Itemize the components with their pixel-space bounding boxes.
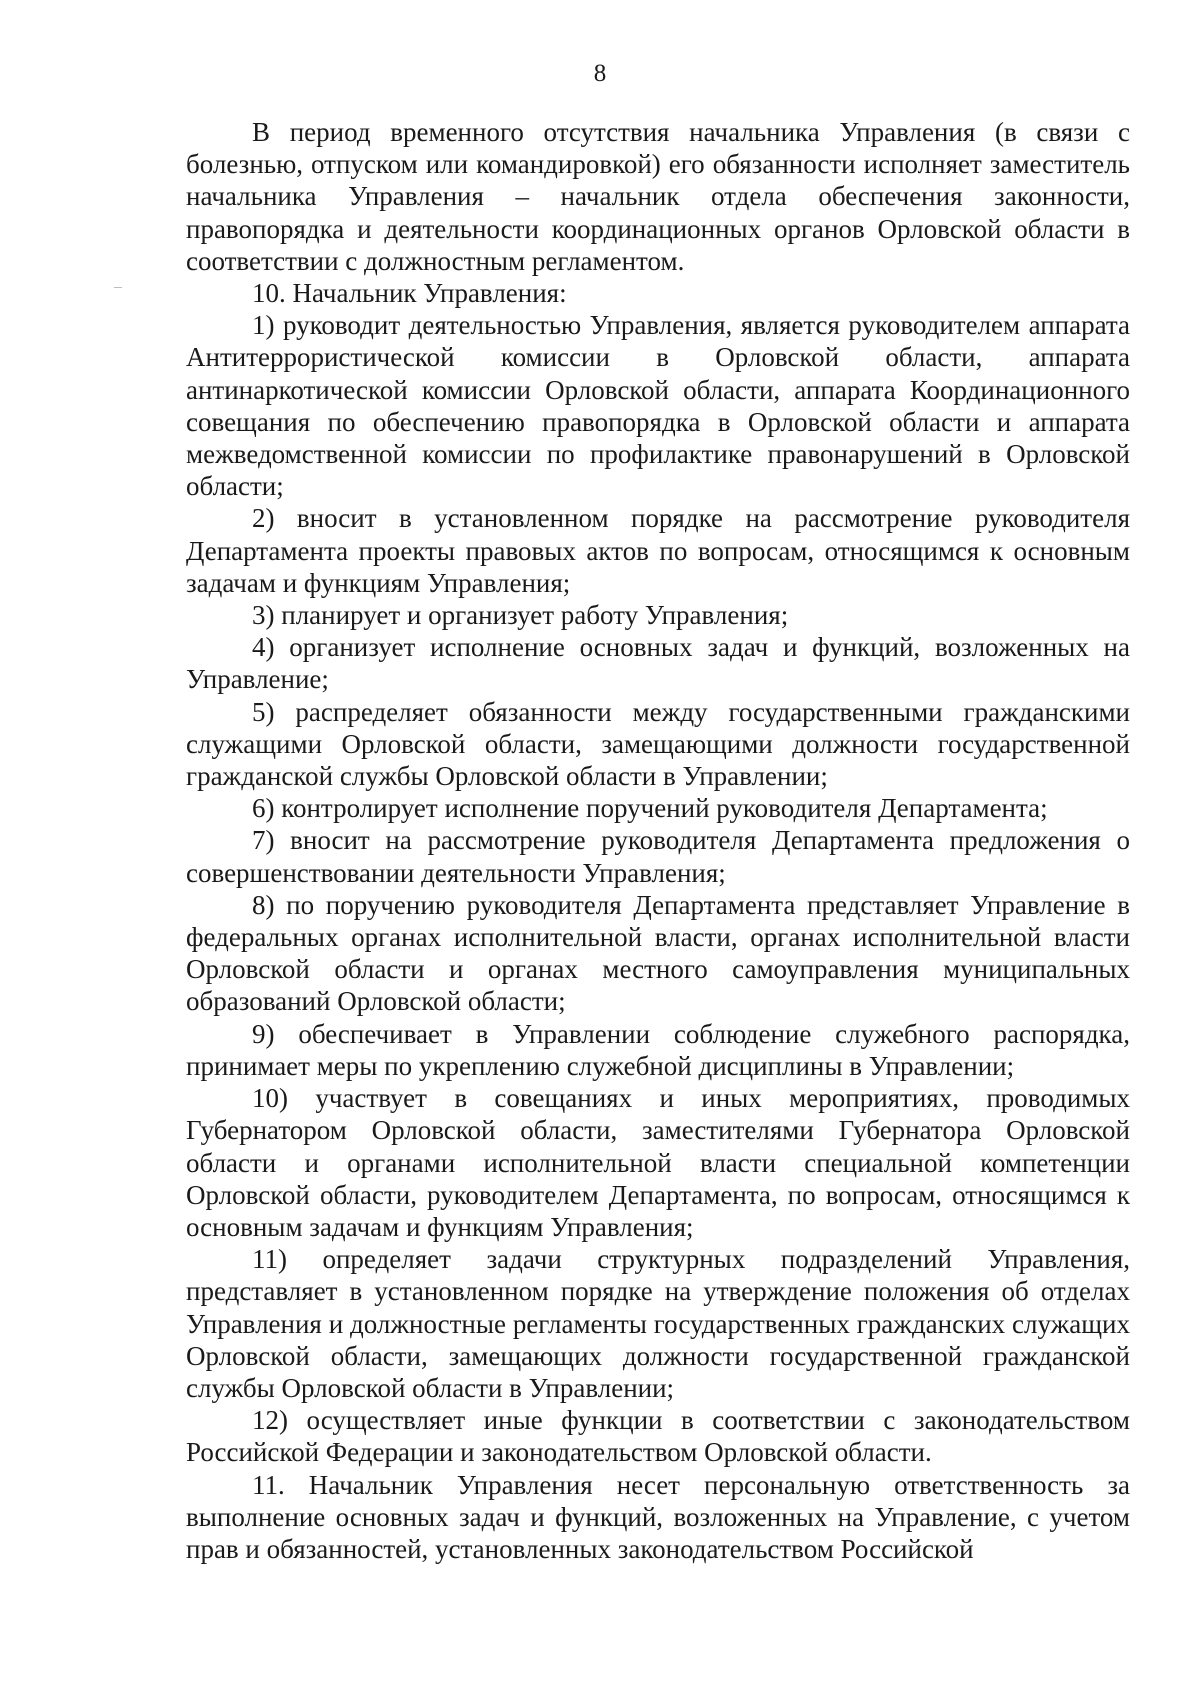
paragraph-deputy-duties: В период временного отсутствия начальника Управления (в связи с болезнью, отпуском или командировкой) его обязанности исполняет заместитель начальника Управления – начальник отдела обеспечения законности, правопорядка и деятельности координационных органов Орловской области в соответствии с должностным регламентом. [186, 117, 1130, 276]
paragraph-item-8: 8) по поручению руководителя Департамента представляет Управление в федеральных органах исполнительной власти, органах исполнительной власти Орловской области и органах местного самоуправления муниципальных образований Орловской области; [186, 889, 1130, 1017]
paragraph-item-9: 9) обеспечивает в Управлении соблюдение служебного распорядка, принимает меры по укреплению служебной дисциплины в Управлении; [186, 1018, 1130, 1081]
paragraph-item-2: 2) вносит в установленном порядке на рассмотрение руководителя Департамента проекты правовых актов по вопросам, относящимся к основным задачам и функциям Управления; [186, 503, 1130, 598]
paragraph-item-11: 11) определяет задачи структурных подразделений Управления, представляет в установленном порядке на утверждение положения об отделах Управления и должностные регламенты государственных гражданских служащих Орловской области, замещающих должности государственной гражданской службы Орловской области в Управлении; [186, 1244, 1130, 1403]
scan-mark [114, 287, 122, 288]
paragraph-section-10-heading: 10. Начальник Управления: [252, 278, 567, 309]
paragraph-item-1: 1) руководит деятельностью Управления, является руководителем аппарата Антитеррористической комиссии в Орловской области, аппарата антинаркотической комиссии Орловской области, аппарата Координационного совещания по обеспечению правопорядка в Орловской области и аппарата межведомственной комиссии по профилактике правонарушений в Орловской области; [186, 310, 1130, 502]
paragraph-item-6: 6) контролирует исполнение поручений руководителя Департамента; [252, 793, 1048, 824]
paragraph-item-7: 7) вносит на рассмотрение руководителя Департамента предложения о совершенствовании деятельности Управления; [186, 825, 1130, 888]
paragraph-item-3: 3) планирует и организует работу Управления; [252, 600, 789, 631]
paragraph-item-4: 4) организует исполнение основных задач и функций, возложенных на Управление; [186, 632, 1130, 695]
page-number: 8 [593, 60, 607, 87]
paragraph-item-12: 12) осуществляет иные функции в соответствии с законодательством Российской Федерации и законодательством Орловской области. [186, 1405, 1130, 1468]
paragraph-section-11: 11. Начальник Управления несет персональную ответственность за выполнение основных задач и функций, возложенных на Управление, с учетом прав и обязанностей, установленных законодательством Российской [186, 1469, 1130, 1564]
document-body [186, 116, 1130, 1565]
paragraph-item-5: 5) распределяет обязанности между государственными гражданскими служащими Орловской области, замещающими должности государственной гражданской службы Орловской области в Управлении; [186, 696, 1130, 792]
paragraph-item-10: 10) участвует в совещаниях и иных мероприятиях, проводимых Губернатором Орловской области, заместителями Губернатора Орловской области и органами исполнительной власти специальной компетенции Орловской области, руководителем Департамента, по вопросам, относящимся к основным задачам и функциям Управления; [186, 1083, 1130, 1242]
